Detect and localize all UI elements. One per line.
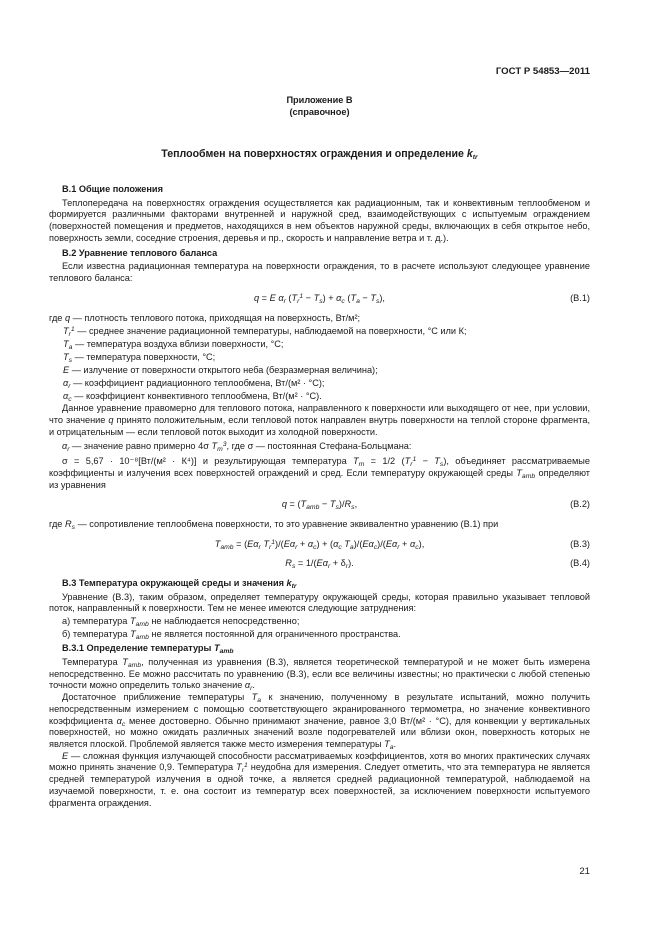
equation-formula: $T_{amb} = (E\alpha_r$ $T_r^1)/(E\alpha_r + \alpha_c) + (\alpha_c$ $T_a)/(E\alpha_c)/(E\alpha_r + \alpha_c)$, xyxy=(214,538,425,551)
section-heading: В.2 Уравнение теплового баланса xyxy=(62,247,218,258)
document-body xyxy=(49,181,590,809)
equation-number: (В.2) xyxy=(570,499,590,510)
paragraph: Теплопередача на поверхностях ограждения осуществляется как радиационным, так и конвективным теплообменом и формируется различными факторами внутренней и наружной сред, взаимодействующих с испытуемым ограждением (поверхностей помещения и предметов, находящихся в нем объектов наружной среды, включающих в себя открытое небо, поверхность земли, соседние строения, деревья и пр., скорость и направление ветра и т. д.). xyxy=(49,197,590,243)
paragraph: Уравнение (В.3), таким образом, определяет температуру окружающей среды, которая правильно указывает тепловой поток, направленный к поверхности. Тем не менее имеются следующие затруднения: xyxy=(49,591,590,614)
definition-item: $\alpha_r$ — коэффициент радиационного теплообмена, Вт/(м² · °С); xyxy=(63,378,325,391)
document-title: Теплообмен на поверхностях ограждения и определение $k_{tr}$ xyxy=(161,148,478,161)
list-item: а) температура $T_{amb}$ не наблюдается непосредственно; xyxy=(62,616,300,629)
equation xyxy=(49,539,590,551)
definition-item: $T_s$ — температура поверхности, °С; xyxy=(63,352,216,365)
annex-note: (справочное) xyxy=(289,106,350,117)
equation-formula: $R_s = 1/(E\alpha_r + \delta_r)$. xyxy=(285,558,354,571)
annex-label: Приложение В xyxy=(286,95,353,105)
paragraph: σ = 5,67 · 10⁻⁸[Вт/(м² · К⁴)] и результирующая температура $T_m = 1/2$ $(T_r^1 - T_s)$, объединяет рассматриваемые коэффициенты и излучения всех поверхностей ограждений и сред. Если температуру окружающей среды $T_{amb}$ определяют из уравнения xyxy=(49,456,590,490)
equation-formula: q = E $\alpha_r$ $(T_r^1 - T_s) + \alpha_c$ $(T_a - T_s)$, xyxy=(254,292,385,305)
paragraph: Температура $T_{amb}$, полученная из уравнения (В.3), является теоретической температурой и не может быть измерена непосредственно. Ее можно рассчитать по уравнению (В.3), если все величины известны; но практически с любой степенью точности можно определить только значение $\alpha_r$. xyxy=(49,657,591,693)
equation-formula: $q = (T_{amb} - T_s)/R_s$, xyxy=(281,499,358,512)
equation-number: (В.3) xyxy=(570,538,590,549)
definition-item: $T_a$ — температура воздуха вблизи поверхности, °С; xyxy=(63,339,284,352)
paragraph: E — сложная функция излучающей способности рассматриваемых коэффициентов, хотя во многих практических случаях можно принять значение 0,9. Температура $T_r^1$ неудобна для измерения. Следует отметить, что эта температура не является средней температурой излучения в одной точке, а является средней радиационной температурой, наблюдаемой на изучаемой поверхности, т. е. она состоит из температур всех поверхностей, за исключением поверхности испытуемого фрагмента ограждения. xyxy=(49,750,590,808)
paragraph: Данное уравнение правомерно для теплового потока, направленного к поверхности или выходящего от нее, при условии, что значение q принято положительным, если тепловой поток направлен внутрь поверхности на теплой стороне фрагмента, и отрицательным — если тепловой поток выходит из холодной поверхности. xyxy=(49,403,591,437)
paragraph: Если известна радиационная температура на поверхности ограждения, то в расчете используют следующее уравнение теплового баланса: xyxy=(49,261,590,283)
section-heading: В.1 Общие положения xyxy=(62,184,163,194)
section-heading: В.3 Температура окружающей среды и значения $k_{tr}$ xyxy=(62,578,297,591)
definition-item: $\alpha_c$ — коэффициент конвективного теплообмена, Вт/(м² · °С). xyxy=(63,391,322,404)
definition-item: где q — плотность теплового потока, приходящая на поверхность, Вт/м²; xyxy=(49,313,361,324)
definition-item: E — излучение от поверхности открытого неба (безразмерная величина); xyxy=(63,365,378,376)
definition-item: $T_r^1$ — среднее значение радиационной температуры, наблюдаемой на поверхности, °С или К; xyxy=(63,326,467,339)
equation-number: (В.4) xyxy=(570,558,590,569)
equation xyxy=(49,499,590,511)
paragraph: где $R_s$ — сопротивление теплообмена поверхности, то это уравнение эквивалентно уравнению (В.1) при xyxy=(49,518,499,531)
paragraph: $\alpha_r$ — значение равно примерно 4σ $T_m^3$, где σ — постоянная Стефана-Больцмана: xyxy=(62,441,412,454)
equation xyxy=(49,293,590,305)
standard-designation: ГОСТ Р 54853—2011 xyxy=(495,66,590,77)
equation-number: (В.1) xyxy=(570,292,590,303)
paragraph: Достаточное приближение температуры $T_a$ к значению, полученному в результате испытаний, можно получить непосредственным измерением с помощью соответствующего экранированного термометра, но значение конвективного коэффициента $\alpha_c$ менее достоверно. Обычно принимают значение, равное 3,0 Вт/(м² · °С), для конвекции у вертикальных поверхностей, но можно ожидать различных значений возле подогревателей или вблизи окон, поверхность которых не является плоской. Проблемой является также место измерения температуры $T_a$. xyxy=(49,692,590,751)
page-number: 21 xyxy=(579,866,590,877)
section-heading: В.3.1 Определение температуры $T_{amb}$ xyxy=(62,643,234,656)
annex-header xyxy=(49,95,590,118)
list-item: б) температура $T_{amb}$ не является постоянной для ограниченного пространства. xyxy=(62,628,401,641)
equation xyxy=(49,558,590,570)
